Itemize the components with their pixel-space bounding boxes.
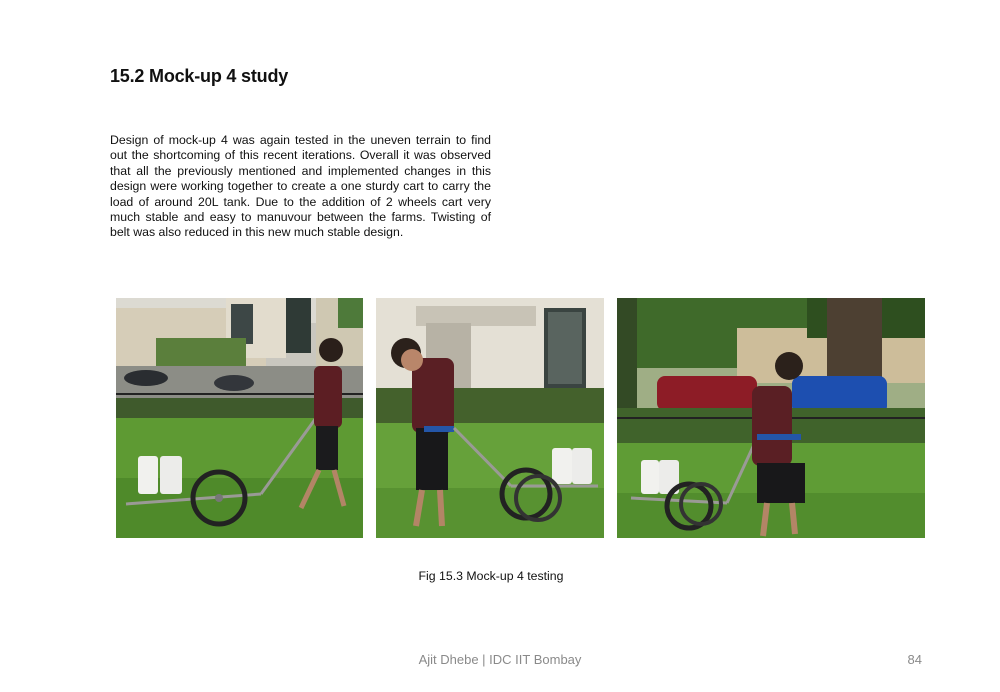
- photo-cart-test-2: [376, 298, 604, 538]
- section-heading: 15.2 Mock-up 4 study: [110, 66, 289, 86]
- photo-cart-test-1: [116, 298, 363, 538]
- page-number: 84: [907, 652, 922, 667]
- photo-cart-test-3: [617, 298, 925, 538]
- footer-author: Ajit Dhebe | IDC IIT Bombay: [418, 652, 582, 667]
- figure-caption: Fig 15.3 Mock-up 4 testing: [418, 569, 564, 583]
- body-paragraph: Design of mock-up 4 was again tested in the uneven terrain to find out the shortcoming of this recent iterations. Overall it was observed that all the previously mentioned and implemented changes in this design were working together to create a one sturdy cart to carry the load of around 20L tank. Due to the addition of 2 wheels cart very much stable and easy to manuvour between the farms. Twisting of belt was also reduced in this new much stable design.: [110, 133, 491, 240]
